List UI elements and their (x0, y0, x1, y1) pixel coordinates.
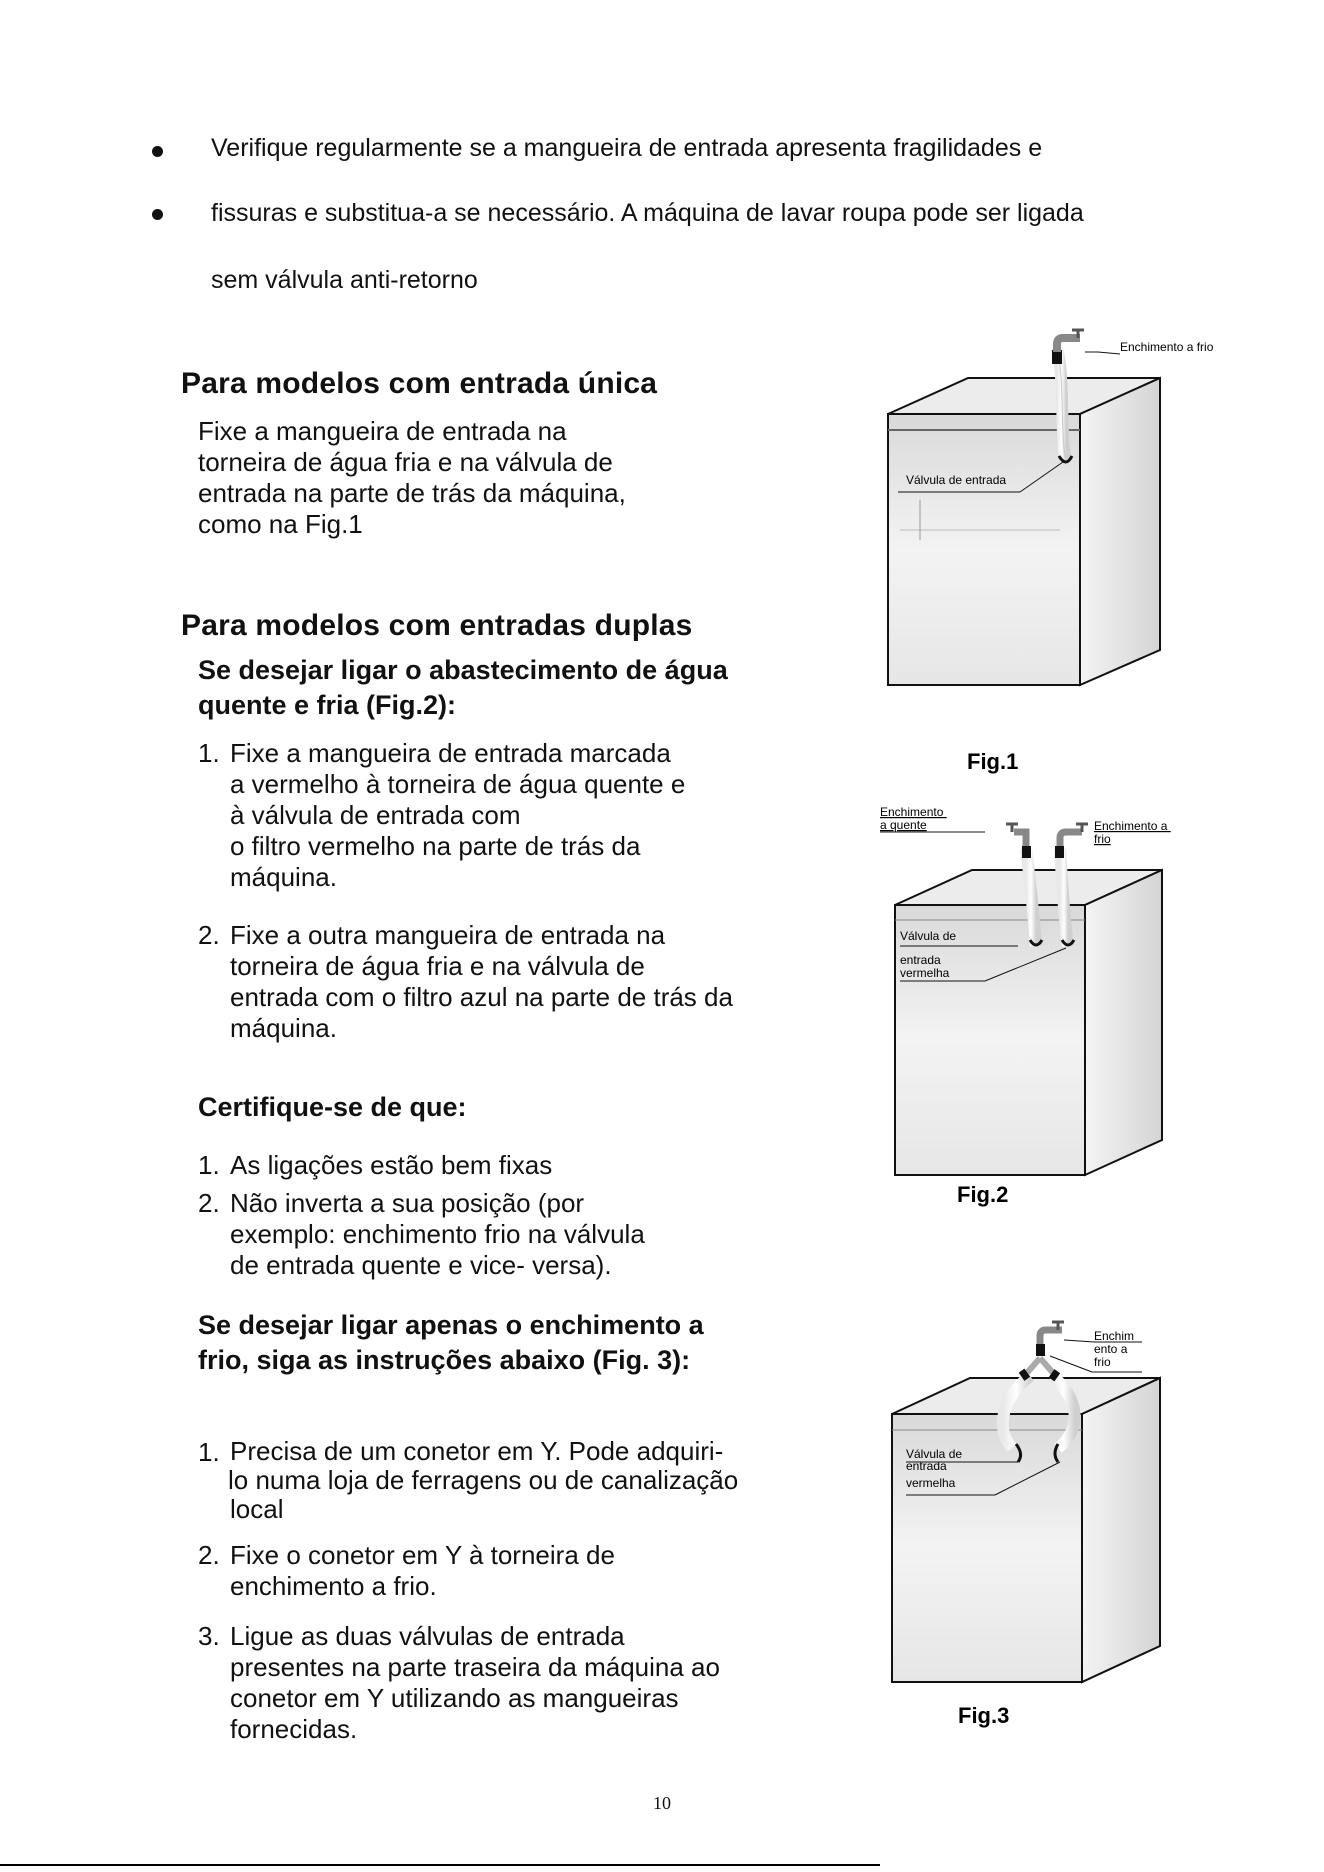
fig1-label-tap: Enchimento a frio (1120, 340, 1214, 354)
check-heading: Certifique-se de que: (198, 1092, 467, 1122)
fig2-label-cold (1094, 819, 1171, 846)
fig3-label-tap-line: frio (1094, 1355, 1111, 1369)
subheading-line: Se desejar ligar o abastecimento de água (198, 655, 728, 685)
fig2-label-hot-line: a quente (880, 818, 927, 832)
list-line: exemplo: enchimento frio na válvula (230, 1219, 645, 1249)
fig1-label-valve: Válvula de entrada (906, 473, 1007, 487)
fig2-label-valve-line: Válvula de (900, 929, 957, 943)
list-number: 1. (198, 1150, 220, 1180)
list-line: Fixe a mangueira de entrada marcada (230, 738, 671, 768)
bullet-continuation: sem válvula anti-retorno (211, 266, 478, 294)
list-line: presentes na parte traseira da máquina ao (230, 1652, 720, 1682)
list-line: Ligue as duas válvulas de entrada (230, 1621, 625, 1651)
fig2-hot-tap-icon (1006, 824, 1031, 858)
list-line: Não inverta a sua posição (por (230, 1188, 585, 1218)
fig3-y-connector-icon (1019, 1322, 1064, 1381)
fig1-caption: Fig.1 (967, 749, 1019, 774)
fig2-label-hot (880, 805, 947, 832)
fig3-label-tap-line: ento a (1094, 1342, 1128, 1356)
list-number: 2. (198, 920, 220, 950)
subheading-line: Se desejar ligar apenas o enchimento a (198, 1310, 704, 1340)
list-number: 3. (198, 1621, 220, 1651)
fig3-label-valve-line: entrada (906, 1459, 947, 1473)
subheading-line: frio, siga as instruções abaixo (Fig. 3): (198, 1345, 691, 1375)
list-line: Fixe o conetor em Y à torneira de (230, 1540, 615, 1570)
list-number: 1. (198, 738, 220, 768)
list-line: fornecidas. (230, 1714, 358, 1744)
list-line: lo numa loja de ferragens ou de canalização (228, 1465, 739, 1495)
list-line: Fixe a outra mangueira de entrada na (230, 920, 666, 950)
list-line: a vermelho à torneira de água quente e (230, 769, 686, 799)
fig3-caption: Fig.3 (958, 1703, 1010, 1728)
bullet-item: fissuras e substitua-a se necessário. A máquina de lavar roupa pode ser ligada (211, 199, 1084, 227)
fig3-label-valve-line: vermelha (906, 1476, 956, 1490)
fig3-label-valve-line: Válvula de (906, 1447, 963, 1461)
fig1-machine (888, 378, 1160, 685)
list-number: 2. (198, 1540, 220, 1570)
list-line: local (230, 1494, 284, 1524)
page-bottom-rule (0, 1864, 880, 1866)
fig1-tap-icon (1052, 330, 1084, 364)
page-number: 10 (653, 1793, 671, 1813)
list-line: enchimento a frio. (230, 1571, 437, 1601)
fig2-cold-tap-icon (1055, 824, 1088, 858)
list-line: torneira de água fria e na válvula de (230, 951, 645, 981)
fig3-label-tap (1094, 1329, 1137, 1369)
section-heading-single-inlet: Para modelos com entrada única (181, 367, 658, 400)
fig2-caption: Fig.2 (957, 1182, 1009, 1207)
list-line: Precisa de um conetor em Y. Pode adquiri- (230, 1436, 724, 1466)
list-line: máquina. (230, 862, 337, 892)
fig2-label-cold-line: frio (1094, 832, 1111, 846)
fig3-label-tap-line: Enchim (1094, 1329, 1135, 1343)
fig1-hose (1057, 348, 1066, 460)
fig2-label-cold-line: Enchimento a (1094, 819, 1168, 833)
section-heading-dual-inlet: Para modelos com entradas duplas (181, 609, 693, 642)
body-line: como na Fig.1 (198, 509, 363, 539)
subheading-line: quente e fria (Fig.2): (198, 690, 457, 720)
bullet-item: Verifique regularmente se a mangueira de entrada apresenta fragilidades e (211, 134, 1043, 162)
list-number: 2. (198, 1188, 220, 1218)
fig2-label-valve-line: vermelha (900, 966, 950, 980)
fig2-label-hot-line: Enchimento (880, 805, 944, 819)
list-line: máquina. (230, 1013, 337, 1043)
fig3-tap-leader (1064, 1340, 1094, 1342)
list-line: entrada com o filtro azul na parte de trás da (230, 982, 733, 1012)
fig1-tap-leader (1098, 352, 1120, 354)
list-line: à válvula de entrada com (230, 800, 521, 830)
fig3-machine (892, 1378, 1160, 1682)
list-line: de entrada quente e vice- versa). (230, 1250, 612, 1280)
list-line: conetor em Y utilizando as mangueiras (230, 1683, 679, 1713)
body-line: torneira de água fria e na válvula de (198, 447, 613, 477)
body-line: entrada na parte de trás da máquina, (198, 478, 626, 508)
list-line: As ligações estão bem fixas (230, 1150, 553, 1180)
list-number: 1. (198, 1437, 220, 1467)
fig2-label-valve-line: entrada (900, 953, 941, 967)
body-line: Fixe a mangueira de entrada na (198, 416, 567, 446)
fig3-tap-leader (1050, 1356, 1092, 1372)
list-line: o filtro vermelho na parte de trás da (230, 831, 641, 861)
